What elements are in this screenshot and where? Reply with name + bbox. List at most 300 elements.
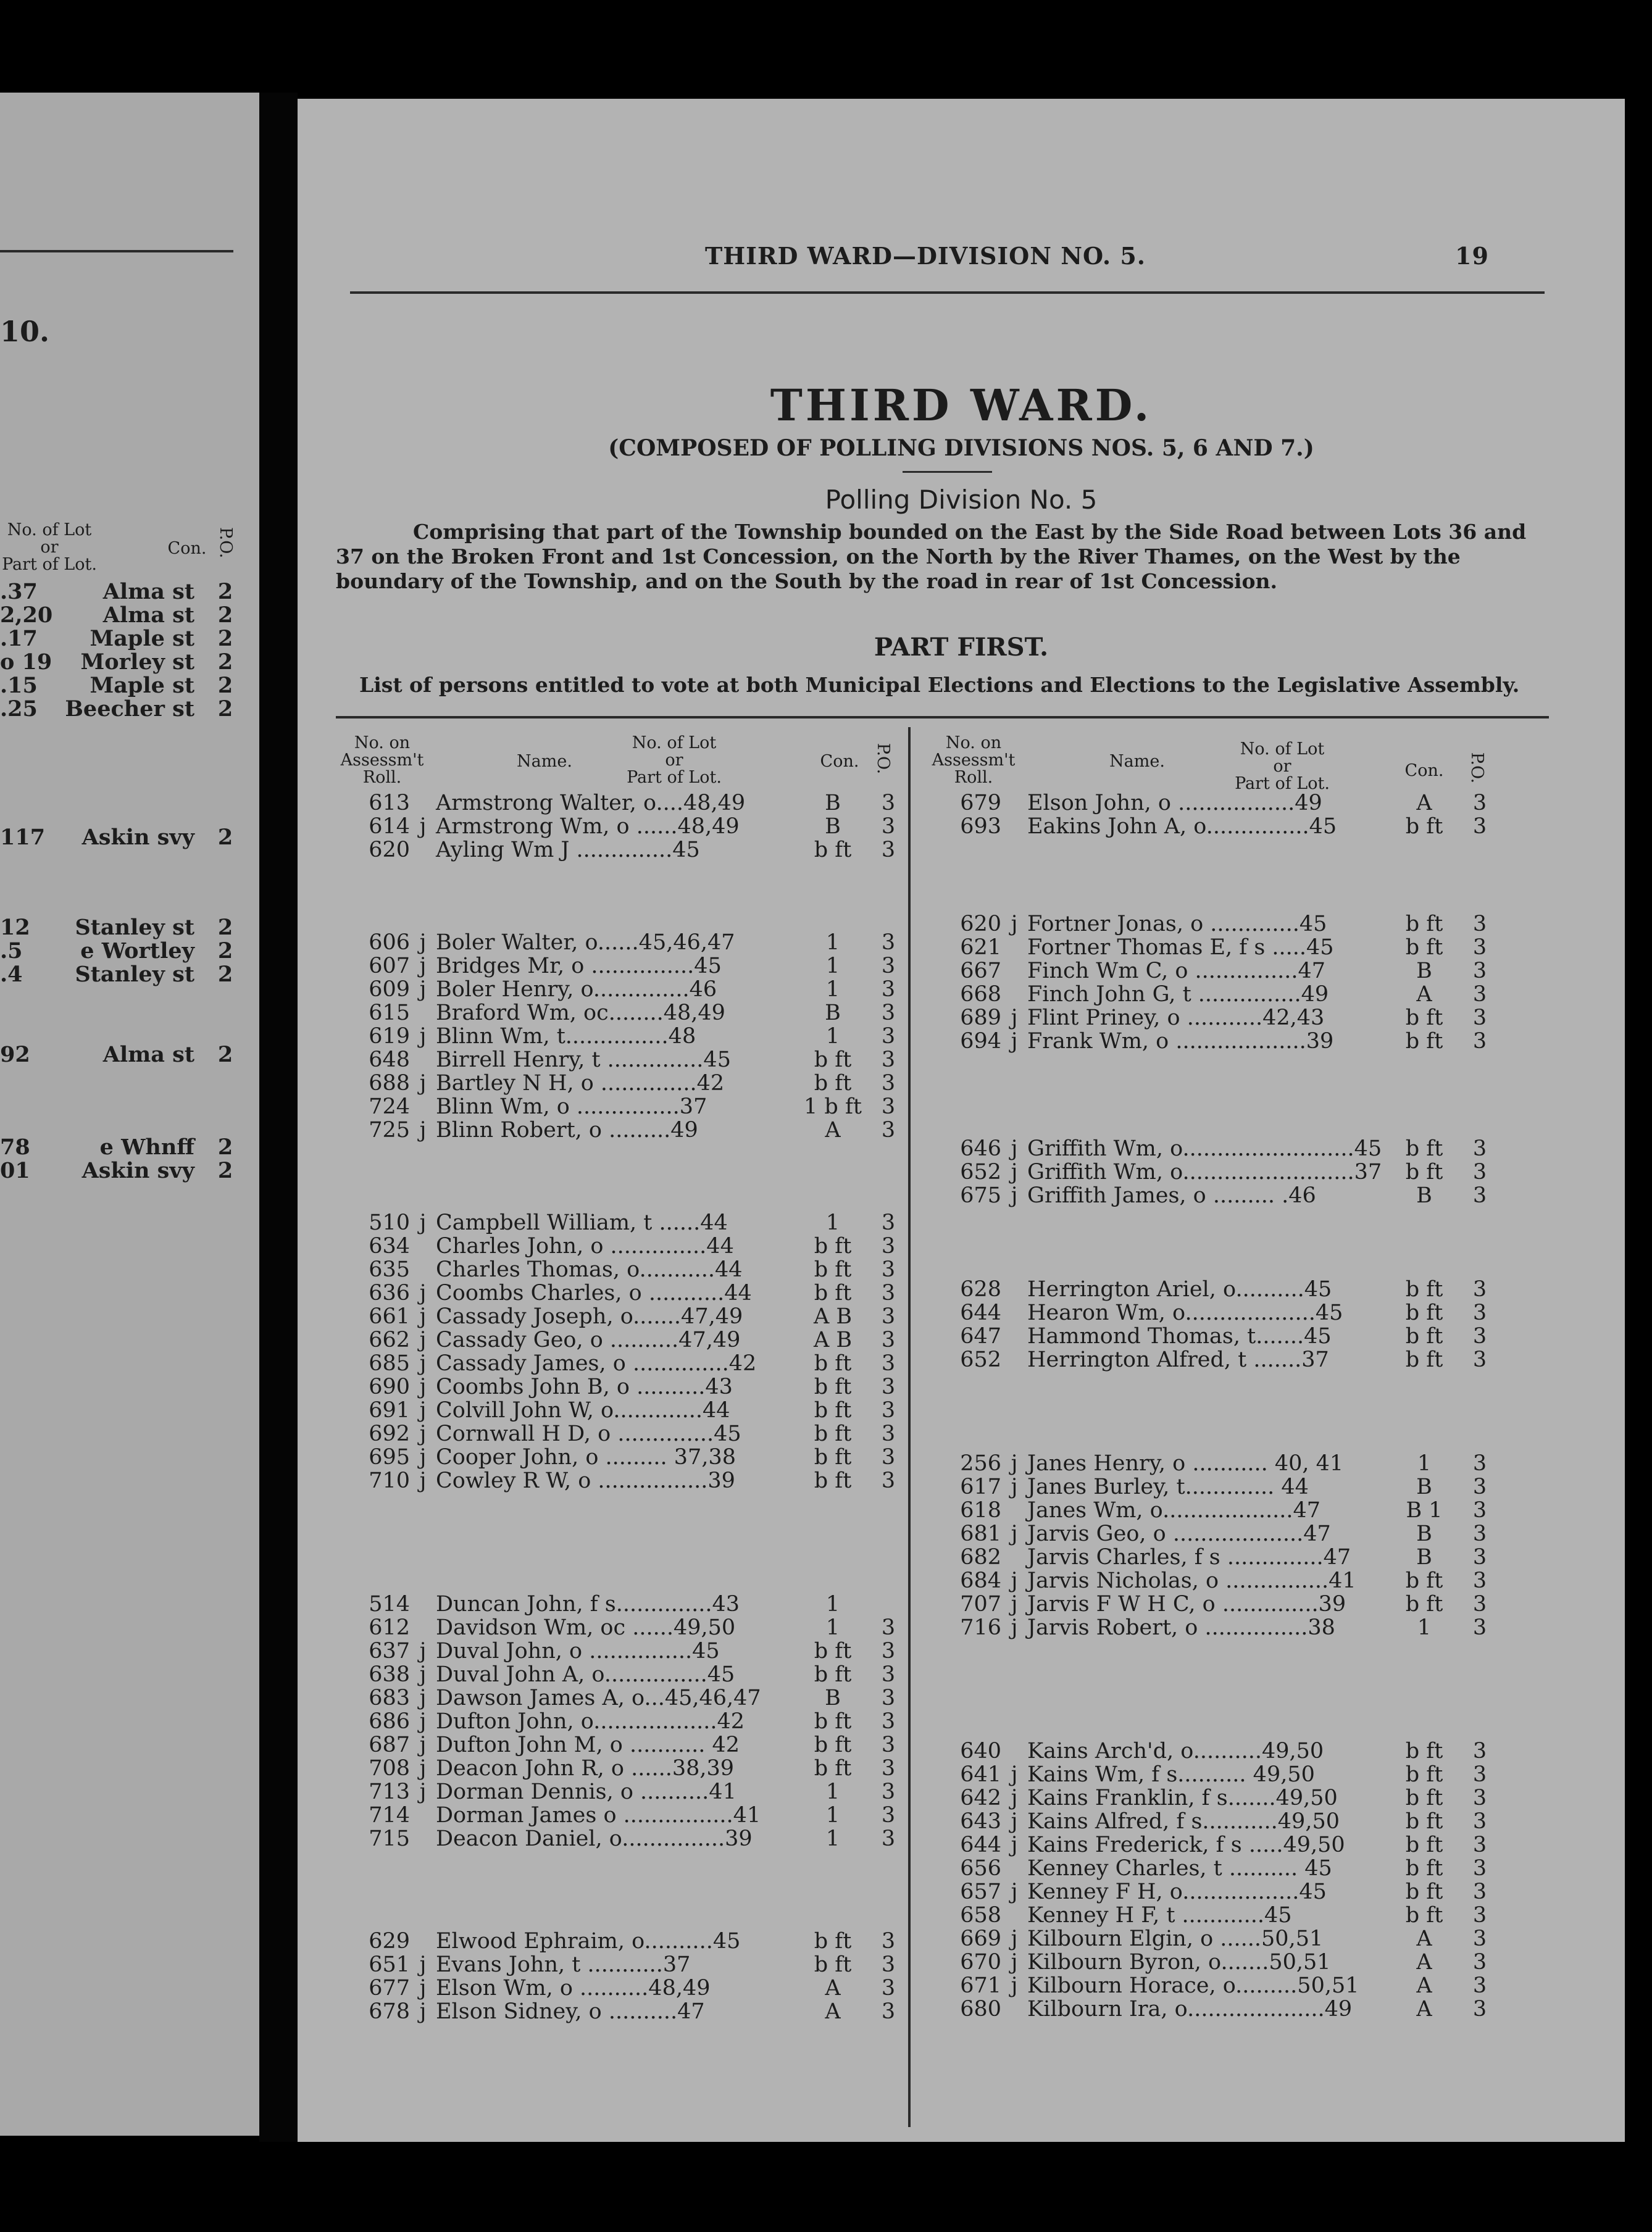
post-office: 2	[217, 962, 233, 987]
juror-mark: j	[419, 930, 427, 955]
concession: B	[825, 1686, 841, 1710]
post-office: 3	[1472, 1856, 1487, 1881]
juror-mark: j	[419, 1071, 427, 1096]
roll-number: 682	[960, 1545, 1001, 1570]
page-number: 19	[1455, 242, 1489, 270]
concession: B	[1416, 1545, 1432, 1570]
juror-mark: j	[419, 1756, 427, 1781]
voter-row	[336, 1593, 928, 1616]
concession: b ft	[814, 1422, 852, 1446]
roll-number: 642	[960, 1786, 1001, 1810]
voter-entry: Kains Frederick, f s .....49,50	[1027, 1833, 1345, 1857]
left-page-top-rule	[0, 250, 233, 252]
concession: b ft	[814, 1639, 852, 1664]
juror-mark: j	[1011, 1183, 1018, 1208]
juror-mark: j	[419, 1024, 427, 1049]
concession: b ft	[1405, 1903, 1443, 1928]
voter-row	[336, 1757, 928, 1780]
voter-entry: Duval John, o ...............45	[436, 1639, 720, 1664]
post-office: 3	[1472, 982, 1487, 1007]
left-page-row	[0, 826, 247, 849]
concession: 1	[825, 954, 840, 978]
voter-row	[927, 936, 1520, 959]
post-office: 3	[881, 1304, 896, 1329]
voter-entry: Duval John A, o...............45	[436, 1662, 735, 1687]
voter-row	[336, 2000, 928, 2023]
concession: b ft	[814, 1281, 852, 1305]
voter-entry: Kenney Charles, t .......... 45	[1027, 1856, 1332, 1881]
voter-entry: Griffith Wm, o.........................37	[1027, 1160, 1382, 1185]
post-office: 3	[881, 1999, 896, 2024]
concession: b ft	[814, 1398, 852, 1423]
post-office: 3	[881, 1639, 896, 1664]
roll-number: 678	[369, 1999, 410, 2024]
concession: b ft	[1405, 1029, 1443, 1054]
voter-entry: Evans John, t ...........37	[436, 1952, 691, 1977]
right-po-header: P.O.	[1467, 752, 1487, 784]
street: Stanley st	[75, 915, 194, 940]
juror-mark: j	[1011, 1926, 1018, 1951]
voter-row	[336, 1422, 928, 1446]
post-office: 3	[1472, 1880, 1487, 1904]
voter-entry: Kenney H F, t ............45	[1027, 1903, 1292, 1928]
concession: b ft	[814, 1445, 852, 1470]
voter-entry: Kenney F H, o.................45	[1027, 1880, 1327, 1904]
juror-mark: j	[1011, 1522, 1018, 1546]
subtitle-rule	[903, 471, 992, 473]
voter-row	[336, 1827, 928, 1851]
voter-row	[927, 1904, 1520, 1927]
voter-entry: Davidson Wm, oc ......49,50	[436, 1615, 736, 1640]
voter-row	[927, 791, 1520, 815]
roll-number: 644	[960, 1833, 1001, 1857]
juror-mark: j	[419, 1639, 427, 1664]
roll-number: 708	[369, 1756, 410, 1781]
voter-entry: Cooper John, o ......... 37,38	[436, 1445, 736, 1470]
roll-number: 619	[369, 1024, 410, 1049]
roll-number: 671	[960, 1973, 1001, 1998]
voter-entry: Bartley N H, o ..............42	[436, 1071, 725, 1096]
roll-number: 690	[369, 1375, 410, 1399]
juror-mark: j	[419, 954, 427, 978]
voter-row	[336, 1001, 928, 1025]
voter-entry: Blinn Robert, o .........49	[436, 1118, 698, 1143]
voter-entry: Charles Thomas, o...........44	[436, 1257, 743, 1282]
voter-row	[336, 1305, 928, 1328]
roll-number: 648	[369, 1047, 410, 1072]
post-office: 3	[1472, 1786, 1487, 1810]
roll-number: 614	[369, 814, 410, 839]
voter-row	[336, 1930, 928, 1953]
concession: A	[825, 1999, 841, 2024]
concession: B	[825, 1001, 841, 1025]
lot-number: 12	[0, 915, 30, 940]
post-office: 3	[881, 1468, 896, 1493]
lot-number: 2,20	[0, 602, 53, 628]
post-office: 2	[217, 696, 233, 722]
post-office: 3	[881, 1445, 896, 1470]
roll-number: 707	[960, 1592, 1001, 1617]
concession: b ft	[1405, 814, 1443, 839]
roll-number: 510	[369, 1210, 410, 1235]
voter-row	[336, 1469, 928, 1493]
voter-entry: Deacon John R, o ......38,39	[436, 1756, 735, 1781]
concession: b ft	[814, 1351, 852, 1376]
left-po-header-main: P.O.	[874, 743, 893, 775]
concession: B	[825, 814, 841, 839]
concession: B	[1416, 1475, 1432, 1499]
juror-mark: j	[419, 1398, 427, 1423]
concession: b ft	[814, 1257, 852, 1282]
roll-number: 679	[960, 791, 1001, 815]
lot-number: 01	[0, 1158, 30, 1183]
voter-row	[927, 983, 1520, 1006]
roll-number: 668	[960, 982, 1001, 1007]
voter-entry: Birrell Henry, t ..............45	[436, 1047, 731, 1072]
ward-subtitle: (COMPOSED OF POLLING DIVISIONS NOS. 5, 6 AND 7.)	[608, 435, 1314, 461]
concession: b ft	[1405, 1324, 1443, 1349]
ward-title: THIRD WARD.	[770, 380, 1153, 431]
voter-entry: Bridges Mr, o ...............45	[436, 954, 722, 978]
post-office: 3	[1472, 935, 1487, 960]
post-office: 3	[881, 1686, 896, 1710]
post-office: 3	[881, 791, 896, 815]
main-page	[298, 99, 1625, 2142]
roll-number: 644	[960, 1301, 1001, 1325]
post-office: 3	[1472, 1183, 1487, 1208]
roll-number: 692	[369, 1422, 410, 1446]
voter-row	[927, 1833, 1520, 1857]
concession: b ft	[814, 1756, 852, 1781]
voter-row	[927, 1137, 1520, 1160]
voter-entry: Colvill John W, o.............44	[436, 1398, 730, 1423]
roll-number: 652	[960, 1160, 1001, 1185]
voter-row	[927, 1927, 1520, 1951]
voter-entry: Duncan John, f s..............43	[436, 1592, 740, 1617]
lot-number: .4	[0, 962, 23, 987]
voter-entry: Kilbourn Byron, o.......50,51	[1027, 1950, 1331, 1975]
post-office: 3	[881, 1234, 896, 1259]
left-page-row	[0, 651, 247, 674]
concession: 1	[825, 930, 840, 955]
left-po-header: P.O.	[216, 527, 235, 559]
concession: A B	[813, 1304, 853, 1329]
voter-row	[927, 1278, 1520, 1301]
roll-number: 640	[960, 1739, 1001, 1764]
post-office: 3	[1472, 1926, 1487, 1951]
roll-number: 710	[369, 1468, 410, 1493]
post-office: 3	[881, 1398, 896, 1423]
polling-division-title: Polling Division No. 5	[825, 485, 1098, 515]
street: Alma st	[102, 1042, 194, 1067]
voter-row	[336, 1025, 928, 1048]
left-page-fragment	[0, 93, 259, 2136]
concession: b ft	[1405, 1160, 1443, 1185]
post-office: 3	[881, 1375, 896, 1399]
street: Maple st	[90, 673, 194, 698]
voter-entry: Blinn Wm, t...............48	[436, 1024, 696, 1049]
voter-entry: Jarvis F W H C, o ..............39	[1027, 1592, 1346, 1617]
left-page-row	[0, 939, 247, 963]
voter-row	[336, 791, 928, 815]
post-office: 2	[217, 579, 233, 604]
post-office: 2	[217, 602, 233, 628]
voter-entry: Finch John G, t ...............49	[1027, 982, 1329, 1007]
left-page-row	[0, 1043, 247, 1067]
voter-row	[336, 1235, 928, 1258]
post-office: 3	[881, 1733, 896, 1757]
concession: 1	[825, 1780, 840, 1804]
roll-number: 693	[960, 814, 1001, 839]
voter-entry: Herrington Ariel, o..........45	[1027, 1277, 1332, 1302]
concession: A	[825, 1118, 841, 1143]
voter-row	[336, 1328, 928, 1352]
right-roll-header: No. on Assessm't Roll.	[932, 733, 1016, 787]
post-office: 3	[881, 1709, 896, 1734]
voter-row	[927, 912, 1520, 936]
voter-row	[336, 1686, 928, 1710]
concession: b ft	[1405, 1833, 1443, 1857]
voter-entry: Coombs John B, o ..........43	[436, 1375, 733, 1399]
voter-entry: Kilbourn Elgin, o ......50,51	[1027, 1926, 1324, 1951]
voter-entry: Fortner Thomas E, f s .....45	[1027, 935, 1334, 960]
voter-row	[336, 1118, 928, 1142]
roll-number: 514	[369, 1592, 410, 1617]
concession: 1	[1417, 1451, 1432, 1476]
roll-number: 647	[960, 1324, 1001, 1349]
post-office: 3	[881, 1281, 896, 1305]
voter-entry: Cassady Geo, o ..........47,49	[436, 1328, 741, 1352]
voter-entry: Armstrong Walter, o....48,49	[436, 791, 746, 815]
voter-entry: Elson Sidney, o ..........47	[436, 1999, 705, 2024]
left-page-row	[0, 1136, 247, 1159]
roll-number: 667	[960, 959, 1001, 983]
voter-entry: Kilbourn Ira, o....................49	[1027, 1997, 1353, 2022]
concession: b ft	[1405, 1856, 1443, 1881]
voter-row	[336, 1399, 928, 1422]
street: Alma st	[102, 602, 194, 628]
voter-entry: Eakins John A, o...............45	[1027, 814, 1337, 839]
voter-row	[927, 1593, 1520, 1616]
voter-entry: Boler Walter, o......45,46,47	[436, 930, 735, 955]
voter-row	[927, 1857, 1520, 1880]
juror-mark: j	[1011, 1475, 1018, 1499]
voter-row	[927, 1452, 1520, 1475]
voter-row	[336, 1211, 928, 1235]
post-office: 3	[881, 1976, 896, 2001]
juror-mark: j	[1011, 1973, 1018, 1998]
post-office: 3	[1472, 1301, 1487, 1325]
voter-entry: Elwood Ephraim, o..........45	[436, 1929, 741, 1954]
part-description: List of persons entitled to vote at both Municipal Elections and Elections to the Legislative Assembly.	[359, 673, 1520, 697]
voter-entry: Hearon Wm, o...................45	[1027, 1301, 1343, 1325]
post-office: 3	[881, 1780, 896, 1804]
roll-number: 629	[369, 1929, 410, 1954]
roll-number: 638	[369, 1662, 410, 1687]
concession: 1	[825, 1803, 840, 1828]
roll-number: 684	[960, 1568, 1001, 1593]
left-page-row	[0, 627, 247, 651]
voter-row	[927, 1301, 1520, 1325]
juror-mark: j	[1011, 1136, 1018, 1161]
post-office: 3	[881, 1952, 896, 1977]
left-page-row	[0, 604, 247, 627]
voter-entry: Ayling Wm J ..............45	[436, 838, 700, 862]
voter-row	[927, 1184, 1520, 1207]
voter-row	[927, 1739, 1520, 1763]
voter-entry: Kilbourn Horace, o.........50,51	[1027, 1973, 1359, 1998]
lot-number: .25	[0, 696, 38, 722]
concession: B	[1416, 1522, 1432, 1546]
juror-mark: j	[1011, 1451, 1018, 1476]
post-office: 3	[881, 1047, 896, 1072]
post-office: 3	[881, 1257, 896, 1282]
concession: b ft	[814, 1662, 852, 1687]
voter-row	[336, 1446, 928, 1469]
roll-number: 656	[960, 1856, 1001, 1881]
voter-row	[336, 838, 928, 862]
left-page-row	[0, 674, 247, 698]
post-office: 3	[881, 1826, 896, 1851]
roll-number: 688	[369, 1071, 410, 1096]
post-office: 3	[1472, 1522, 1487, 1546]
voter-row	[927, 1880, 1520, 1904]
roll-number: 669	[960, 1926, 1001, 1951]
roll-number: 687	[369, 1733, 410, 1757]
juror-mark: j	[419, 977, 427, 1002]
juror-mark: j	[1011, 1615, 1018, 1640]
roll-number: 680	[960, 1997, 1001, 2022]
street: Morley st	[80, 649, 194, 675]
roll-number: 620	[960, 912, 1001, 936]
roll-number: 716	[960, 1615, 1001, 1640]
roll-number: 628	[960, 1277, 1001, 1302]
roll-number: 689	[960, 1006, 1001, 1030]
voter-entry: Kains Wm, f s.......... 49,50	[1027, 1762, 1315, 1787]
roll-number: 637	[369, 1639, 410, 1664]
post-office: 3	[1472, 1498, 1487, 1523]
post-office: 3	[881, 838, 896, 862]
post-office: 2	[217, 626, 233, 651]
concession: b ft	[1405, 1568, 1443, 1593]
concession: b ft	[1405, 1347, 1443, 1372]
roll-number: 606	[369, 930, 410, 955]
voter-entry: Cornwall H D, o ..............45	[436, 1422, 741, 1446]
running-head-title: THIRD WARD—DIVISION NO. 5.	[705, 242, 1146, 270]
roll-number: 607	[369, 954, 410, 978]
post-office: 3	[1472, 1160, 1487, 1185]
roll-number: 714	[369, 1803, 410, 1828]
left-page-row	[0, 698, 247, 721]
voter-row	[336, 1095, 928, 1118]
voter-entry: Hammond Thomas, t.......45	[1027, 1324, 1332, 1349]
concession: B	[1416, 959, 1432, 983]
concession: A	[825, 1976, 841, 2001]
post-office: 3	[881, 1351, 896, 1376]
left-con-header: Con.	[167, 539, 207, 558]
lot-number: .15	[0, 673, 38, 698]
voter-entry: Cassady Joseph, o.......47,49	[436, 1304, 743, 1329]
juror-mark: j	[1011, 1833, 1018, 1857]
post-office: 3	[1472, 1347, 1487, 1372]
left-lot-header-main: No. of Lot or Part of Lot.	[627, 733, 722, 787]
voter-row	[927, 1475, 1520, 1499]
post-office: 3	[1472, 1950, 1487, 1975]
roll-number: 661	[369, 1304, 410, 1329]
voter-entry: Dufton John M, o ........... 42	[436, 1733, 740, 1757]
juror-mark: j	[1011, 1950, 1018, 1975]
roll-number: 662	[369, 1328, 410, 1352]
right-lot-header: No. of Lot or Part of Lot.	[1235, 739, 1330, 793]
book-spine	[259, 93, 298, 2142]
post-office: 3	[881, 1803, 896, 1828]
voter-entry: Elson Wm, o ..........48,49	[436, 1976, 711, 2001]
concession: b ft	[814, 1047, 852, 1072]
left-page-row	[0, 1159, 247, 1183]
juror-mark: j	[419, 1976, 427, 2001]
voter-entry: Elson John, o .................49	[1027, 791, 1322, 815]
concession: A	[1416, 791, 1432, 815]
voter-row	[927, 1974, 1520, 1997]
juror-mark: j	[419, 1118, 427, 1143]
post-office: 2	[217, 649, 233, 675]
street: Beecher st	[65, 696, 194, 722]
street: e Wortley	[80, 938, 194, 964]
juror-mark: j	[419, 1445, 427, 1470]
voter-row	[336, 1976, 928, 2000]
juror-mark: j	[419, 1780, 427, 1804]
concession: b ft	[814, 1071, 852, 1096]
post-office: 3	[1472, 1997, 1487, 2022]
post-office: 3	[881, 1615, 896, 1640]
post-office: 3	[1472, 959, 1487, 983]
juror-mark: j	[1011, 1160, 1018, 1185]
roll-number: 657	[960, 1880, 1001, 1904]
right-con-header: Con.	[1404, 761, 1444, 780]
voter-entry: Jarvis Nicholas, o ...............41	[1027, 1568, 1356, 1593]
post-office: 3	[1472, 1592, 1487, 1617]
concession: b ft	[1405, 1136, 1443, 1161]
voter-row	[336, 1048, 928, 1072]
roll-number: 715	[369, 1826, 410, 1851]
concession: 1	[825, 1024, 840, 1049]
voter-entry: Armstrong Wm, o ......48,49	[436, 814, 740, 839]
voter-row	[336, 1804, 928, 1827]
voter-row	[927, 959, 1520, 983]
voter-entry: Kains Arch'd, o..........49,50	[1027, 1739, 1324, 1764]
voter-entry: Herrington Alfred, t .......37	[1027, 1347, 1329, 1372]
voter-entry: Cassady James, o ..............42	[436, 1351, 757, 1376]
roll-number: 695	[369, 1445, 410, 1470]
concession: b ft	[814, 838, 852, 862]
street: Alma st	[102, 579, 194, 604]
juror-mark: j	[1011, 1762, 1018, 1787]
lot-number: .5	[0, 938, 23, 964]
voter-entry: Janes Henry, o ........... 40, 41	[1027, 1451, 1344, 1476]
concession: b ft	[1405, 1006, 1443, 1030]
roll-number: 685	[369, 1351, 410, 1376]
concession: A	[1416, 982, 1432, 1007]
roll-number: 658	[960, 1903, 1001, 1928]
voter-row	[336, 1710, 928, 1733]
juror-mark: j	[1011, 1568, 1018, 1593]
voter-entry: Janes Burley, t............. 44	[1027, 1475, 1309, 1499]
concession: 1	[825, 1210, 840, 1235]
voter-entry: Frank Wm, o ...................39	[1027, 1029, 1334, 1054]
post-office: 2	[217, 938, 233, 964]
roll-number: 609	[369, 977, 410, 1002]
post-office: 3	[881, 977, 896, 1002]
